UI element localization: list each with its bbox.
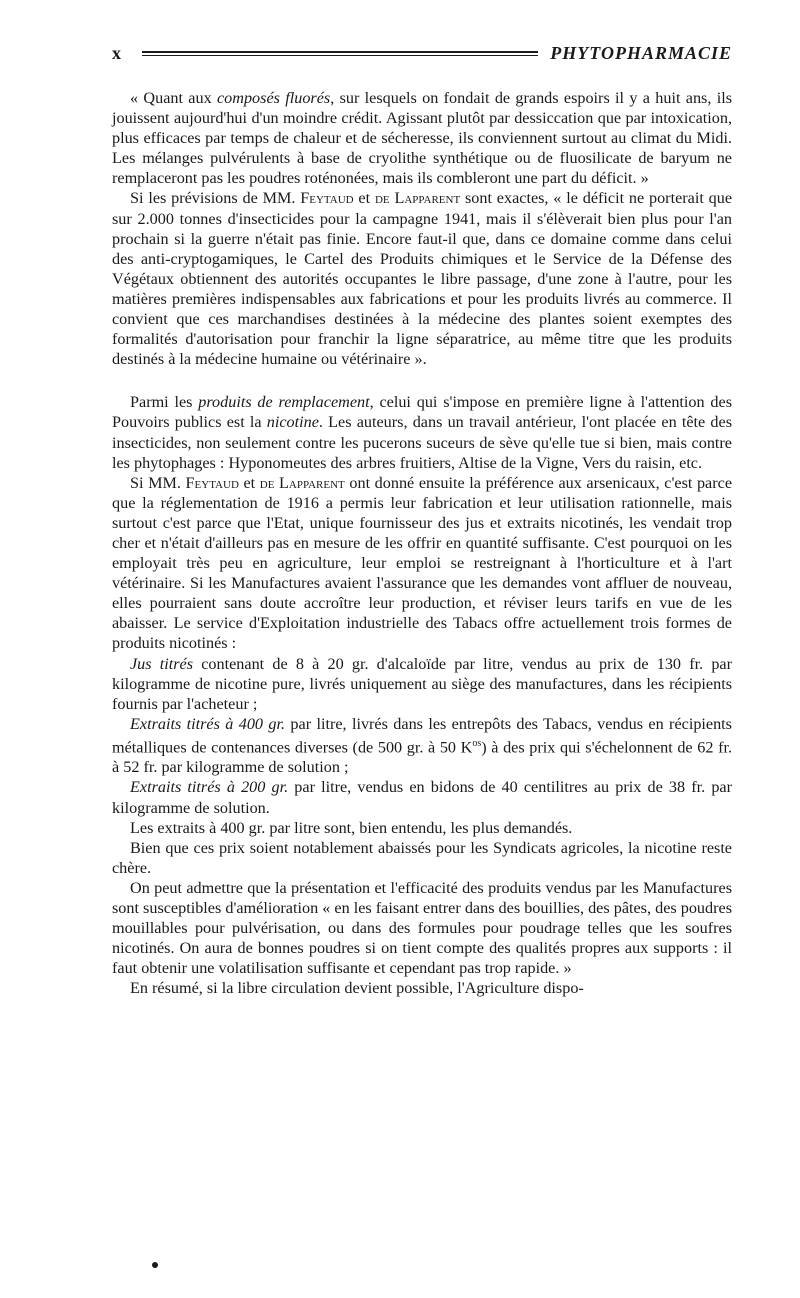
- paragraph-arsenicaux: Si MM. Feytaud et de Lapparent ont donné ensuite la préférence aux arsenicaux, c'est parce que la réglementation de 1916 a permis leur fabrication et leur utilisation rationnelle, mais surtout c'est parce que l'Etat, unique fournisseur des jus et extraits nicotinés, les vendait trop cher et n'était d'ailleurs pas en mesure de les offrir en quantité suffisante. C'est pourquoi on les employait très peu en agriculture, leur emploi se restreignant à l'horticulture et à l'art vétérinaire. Si les Manufactures avaient l'assurance que les demandes vont affluer de nouveau, elles pourraient sans doute accroître leur production, et réviser leurs tarifs en vue de les abaisser. Le service d'Exploitation industrielle des Tabacs offre actuellement trois formes de produits nicotinés :: [112, 473, 733, 653]
- paragraph-extraits-200: Extraits titrés à 200 gr. par litre, vendus en bidons de 40 centilitres au prix de 38 fr. par kilogramme de solution.: [112, 778, 732, 817]
- paragraph-composes-fluores: « Quant aux composés fluorés, sur lesquels on fondait de grands espoirs il y a huit ans, ils jouissent aujourd'hui d'un moindre crédit. Agissant plutôt par dessiccation que par intoxication, plus efficaces par temps de chaleur et de sécheresse, ils conviennent surtout au climat du Midi. Les mélanges pulvérulents à base de cryolithe synthétique ou de fluosilicate de baryum ne remplaceront pas les poudres roténonées, mais ils combleront une part du déficit. »: [112, 89, 733, 188]
- italic-term: nicotine: [266, 413, 319, 432]
- italic-term: Extraits titrés à 200 gr.: [130, 778, 289, 797]
- author-name: de Lapparent: [374, 189, 461, 208]
- italic-term: produits de remplacement: [198, 393, 370, 412]
- running-title: PHYTOPHARMACIE: [550, 42, 732, 63]
- paragraph-produits-remplacement: Parmi les produits de remplacement, celui qui s'impose en première ligne à l'attention des Pouvoirs publics est la nicotine. Les auteurs, dans un travail antérieur, l'ont placée en tête des insecticides, non seulement contre les pucerons suceurs de sève qu'elle tue si bien, mais contre les phytophages : Hyponomeutes des arbres fruitiers, Altise de la Vigne, Vers du raisin, etc.: [112, 393, 733, 472]
- italic-term: composés fluorés: [216, 89, 331, 107]
- paragraph-jus-titres: Jus titrés contenant de 8 à 20 gr. d'alcaloïde par litre, vendus au prix de 130 fr. par kilogramme de nicotine pure, livrés uniquement au siège des manufactures, dans les récipients fournis par l'acheteur ;: [112, 654, 732, 713]
- paragraph-plus-demandes: Les extraits à 400 gr. par litre sont, bien entendu, les plus demandés.: [130, 818, 573, 837]
- superscript: os: [472, 737, 482, 749]
- paragraph-extraits-400: Extraits titrés à 400 gr. par litre, livrés dans les entrepôts des Tabacs, vendus en récipients métalliques de contenances diverses (de 500 gr. à 50 $K^{os}$) à des prix qui s'échelonnent de 62 fr. à 52 fr. par kilogramme de solution ;: [112, 714, 732, 777]
- header-rule: [142, 51, 538, 56]
- italic-term: Extraits titrés à 400 gr.: [130, 714, 286, 733]
- paragraph-prix-abaisses: Bien que ces prix soient notablement abaissés pour les Syndicats agricoles, la nicotine reste chère.: [112, 838, 732, 877]
- running-header: [112, 40, 732, 66]
- author-name: de Lapparent: [259, 473, 345, 492]
- author-name: Feytaud: [300, 189, 354, 208]
- body-text: [112, 88, 732, 999]
- page-dot-mark: [152, 1262, 158, 1268]
- paragraph-previsions: Si les prévisions de MM. Feytaud et de Lapparent sont exactes, « le déficit ne porterait que sur 2.000 tonnes d'insecticides pour la campagne 1941, mais il s'élèverait bien plus pour l'an prochain si la guerre n'était pas finie. Encore faut-il que, dans ce domaine comme dans celui des anti-cryptogamiques, le Cartel des Produits chimiques et le Service de la Défense des Végétaux obtiennent des autorités occupantes le libre passage, d'une zone à l'autre, pour les matières premières indispensables aux fabrications et pour les produits livrés au commerce. Il convient que ces marchandises destinées à la médecine des plantes soient exemptes des formalités d'autorisation pour franchir la ligne séparatrice, au même titre que les produits destinés à la médecine humaine ou vétérinaire ».: [112, 189, 733, 369]
- page-number: x: [112, 42, 121, 63]
- author-name: Feytaud: [185, 473, 239, 492]
- paragraph-en-resume: En résumé, si la libre circulation devient possible, l'Agriculture dispo-: [130, 979, 584, 998]
- paragraph-presentation: On peut admettre que la présentation et l'efficacité des produits vendus par les Manufactures sont susceptibles d'amélioration « en les faisant entrer dans des bouillies, des pâtes, des poudres mouillables pour pulvérisation, ou dans des formules pour poudrage telles que les soufres nicotinés. On aura de bonnes poudres si on tient compte des qualités propres aux supports : il faut obtenir une volatilisation suffisante et cependant pas trop rapide. »: [112, 878, 732, 978]
- italic-term: Jus titrés: [130, 654, 194, 673]
